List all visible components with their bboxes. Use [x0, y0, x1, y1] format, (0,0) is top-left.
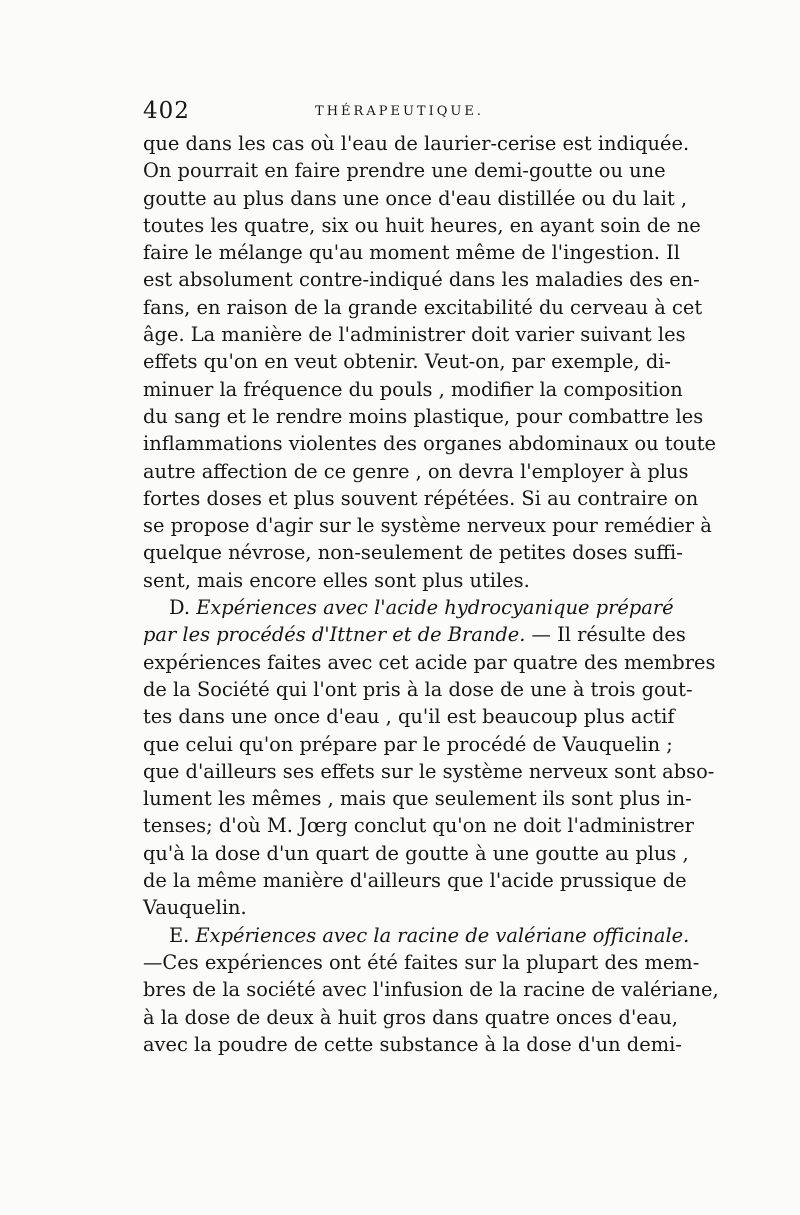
text-line: avec la poudre de cette substance à la dose d'un demi-	[143, 1032, 682, 1056]
text-line: expériences faites avec cet acide par quatre des membres	[143, 650, 716, 674]
section-d-label: D.	[169, 596, 191, 620]
text-line: que celui qu'on prépare par le procédé de Vauquelin ;	[143, 732, 673, 756]
text-line: tes dans une once d'eau , qu'il est beaucoup plus actif	[143, 705, 675, 729]
text-line: se propose d'agir sur le système nerveux pour remédier à	[143, 514, 712, 538]
text-line: tenses; d'où M. Jœrg conclut qu'on ne doit l'administrer	[143, 814, 694, 838]
text-line: effets qu'on en veut obtenir. Veut-on, par exemple, di-	[143, 350, 671, 374]
section-d-after-title: — Il résulte des	[525, 623, 686, 647]
page-number: 402	[143, 98, 190, 124]
text-line: Vauquelin.	[143, 896, 247, 920]
text-line: toutes les quatre, six ou huit heures, en ayant soin de ne	[143, 213, 701, 237]
section-d-title-part2: par les procédés d'Ittner et de Brande.	[143, 623, 526, 647]
text-line: que d'ailleurs ses effets sur le système nerveux sont abso-	[143, 759, 715, 783]
text-line: fans, en raison de la grande excitabilité du cerveau à cet	[143, 295, 703, 319]
text-line: inflammations violentes des organes abdominaux ou toute	[143, 432, 716, 456]
text-line: que dans les cas où l'eau de laurier-cerise est indiquée.	[143, 132, 690, 155]
text-line: goutte au plus dans une once d'eau distillée ou du lait ,	[143, 186, 688, 210]
text-line: minuer la fréquence du pouls , modifier la composition	[143, 377, 683, 401]
text-line: de la même manière d'ailleurs que l'acide prussique de	[143, 869, 687, 893]
text-line: du sang et le rendre moins plastique, pour combattre les	[143, 404, 704, 428]
text-line: quelque névrose, non-seulement de petites doses suffi-	[143, 541, 683, 565]
text-line: qu'à la dose d'un quart de goutte à une goutte au plus ,	[143, 841, 689, 865]
text-line: lument les mêmes , mais que seulement ils sont plus in-	[143, 787, 692, 811]
text-line: est absolument contre-indiqué dans les maladies des en-	[143, 268, 700, 292]
text-line: à la dose de deux à huit gros dans quatre onces d'eau,	[143, 1005, 678, 1029]
text-line: bres de la société avec l'infusion de la racine de valériane,	[143, 978, 719, 1002]
section-d-title-part1: Expériences avec l'acide hydrocyanique préparé	[196, 596, 674, 620]
text-line: faire le mélange qu'au moment même de l'ingestion. Il	[143, 241, 681, 265]
text-line: de la Société qui l'ont pris à la dose de une à trois gout-	[143, 677, 693, 701]
text-line: fortes doses et plus souvent répétées. Si au contraire on	[143, 486, 699, 510]
text-line: On pourrait en faire prendre une demi-goutte ou une	[143, 159, 666, 183]
body-text	[143, 130, 719, 1058]
section-d-heading-line	[143, 594, 674, 621]
running-head: THÉRAPEUTIQUE.	[315, 104, 484, 119]
page-header	[143, 98, 656, 128]
text-line: —Ces expériences ont été faites sur la plupart des mem-	[143, 950, 700, 974]
section-d-heading-line-2	[143, 621, 686, 648]
section-e-label: E.	[169, 923, 190, 947]
text-line: sent, mais encore elles sont plus utiles.	[143, 568, 530, 592]
section-e-title: Expériences avec la racine de valériane officinale.	[195, 923, 690, 947]
text-line: autre affection de ce genre , on devra l'employer à plus	[143, 459, 689, 483]
section-e-heading-line	[143, 922, 690, 949]
text-line: âge. La manière de l'administrer doit varier suivant les	[143, 323, 686, 347]
